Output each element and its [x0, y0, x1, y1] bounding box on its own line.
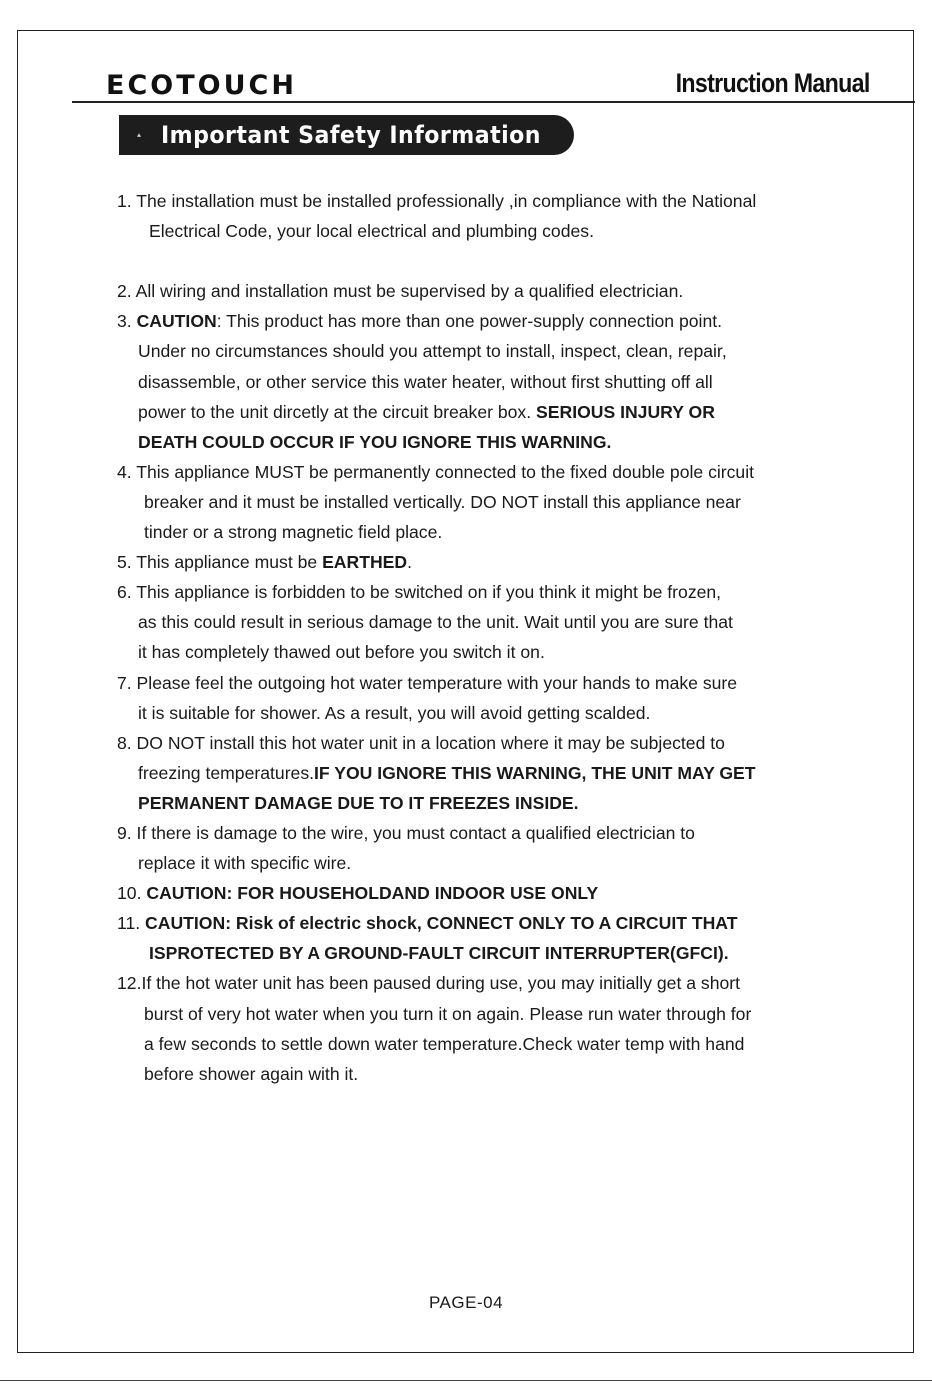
item-line: [117, 788, 877, 818]
list-item: [117, 668, 877, 728]
bottom-divider: [0, 1380, 932, 1381]
item-text: tinder or a strong magnetic field place.: [144, 522, 443, 543]
item-text: 2. All wiring and installation must be supervised by a qualified electrician.: [117, 281, 684, 302]
section-banner: [119, 115, 574, 155]
list-item: [117, 878, 877, 908]
item-text: : This product has more than one power-supply connection point.: [216, 311, 723, 332]
item-text: Electrical Code, your local electrical and plumbing codes.: [149, 221, 594, 242]
item-number: 11.: [117, 913, 146, 934]
item-text: power to the unit dircetly at the circuit breaker box.: [138, 401, 537, 422]
item-text: 7. Please feel the outgoing hot water temperature with your hands to make sure: [117, 672, 738, 693]
list-item: [117, 276, 877, 306]
item-text: burst of very hot water when you turn it on again. Please run water through for: [144, 1003, 752, 1024]
earthed-label: EARTHED: [322, 552, 408, 573]
item-number: 10.: [117, 883, 147, 904]
section-title: Important Safety Information: [161, 121, 541, 149]
safety-list: [117, 186, 877, 1089]
header-divider: [72, 101, 915, 103]
item-text: freezing temperatures.: [138, 762, 315, 783]
warning-text: PERMANENT DAMAGE DUE TO IT FREEZES INSIDE.: [138, 792, 579, 813]
item-line: [117, 938, 877, 968]
item-text: disassemble, or other service this water heater, without first shutting off all: [138, 371, 713, 392]
item-text: before shower again with it.: [144, 1063, 359, 1084]
item-line: [117, 547, 877, 577]
item-text: 9. If there is damage to the wire, you must contact a qualified electrician to: [117, 822, 695, 843]
item-line: [117, 397, 877, 427]
caution-label: CAUTION: FOR HOUSEHOLDAND INDOOR USE ONLY: [146, 883, 599, 904]
list-item: [117, 968, 877, 1088]
page-number: PAGE-04: [428, 1293, 504, 1312]
item-text: 5. This appliance must be: [117, 552, 323, 573]
list-item: [117, 908, 877, 968]
item-text: it has completely thawed out before you switch it on.: [138, 642, 545, 663]
caution-label: CAUTION: [136, 311, 217, 332]
item-line: [117, 306, 877, 336]
item-text: Under no circumstances should you attempt to install, inspect, clean, repair,: [138, 341, 727, 362]
warning-text: IF YOU IGNORE THIS WARNING, THE UNIT MAY GET: [314, 762, 756, 783]
list-item: [117, 457, 877, 547]
item-text: 1. The installation must be installed professionally ,in compliance with the National: [117, 191, 757, 211]
item-line: [117, 427, 877, 457]
item-text: breaker and it must be installed vertically. DO NOT install this appliance near: [144, 491, 741, 512]
list-item: [117, 306, 877, 456]
item-line: [117, 878, 877, 908]
item-text: 4. This appliance MUST be permanently connected to the fixed double pole circuit: [117, 461, 755, 482]
item-text: 12.If the hot water unit has been paused during use, you may initially get a short: [117, 973, 741, 994]
item-text: a few seconds to settle down water temperature.Check water temp with hand: [144, 1033, 745, 1054]
item-line: [117, 758, 877, 788]
warning-text: DEATH COULD OCCUR IF YOU IGNORE THIS WARNING.: [138, 431, 612, 452]
list-item: [117, 728, 877, 818]
warning-text: ISPROTECTED BY A GROUND-FAULT CIRCUIT INTERRUPTER(GFCI).: [149, 943, 729, 964]
list-item: [117, 186, 877, 246]
caution-label: CAUTION: Risk of electric shock, CONNECT ONLY TO A CIRCUIT THAT: [145, 913, 738, 934]
item-text: 6. This appliance is forbidden to be switched on if you think it might be frozen,: [117, 582, 722, 603]
item-text: 8. DO NOT install this hot water unit in a location where it may be subjected to: [117, 732, 725, 753]
brand-logo-text: ECOTOUCH: [106, 70, 297, 101]
item-text: replace it with specific wire.: [138, 853, 352, 874]
brand-logo: [106, 70, 297, 101]
warning-triangle-icon: [137, 121, 141, 149]
list-item: [117, 818, 877, 878]
item-text: .: [407, 552, 412, 573]
manual-title: Instruction Manual: [675, 68, 870, 98]
item-number: 3.: [117, 311, 137, 332]
list-item: [117, 547, 877, 577]
warning-text: SERIOUS INJURY OR: [536, 401, 715, 422]
item-line: [117, 908, 877, 938]
list-item: [117, 577, 877, 667]
item-text: it is suitable for shower. As a result, you will avoid getting scalded.: [138, 702, 651, 723]
item-text: as this could result in serious damage to the unit. Wait until you are sure that: [138, 612, 733, 633]
